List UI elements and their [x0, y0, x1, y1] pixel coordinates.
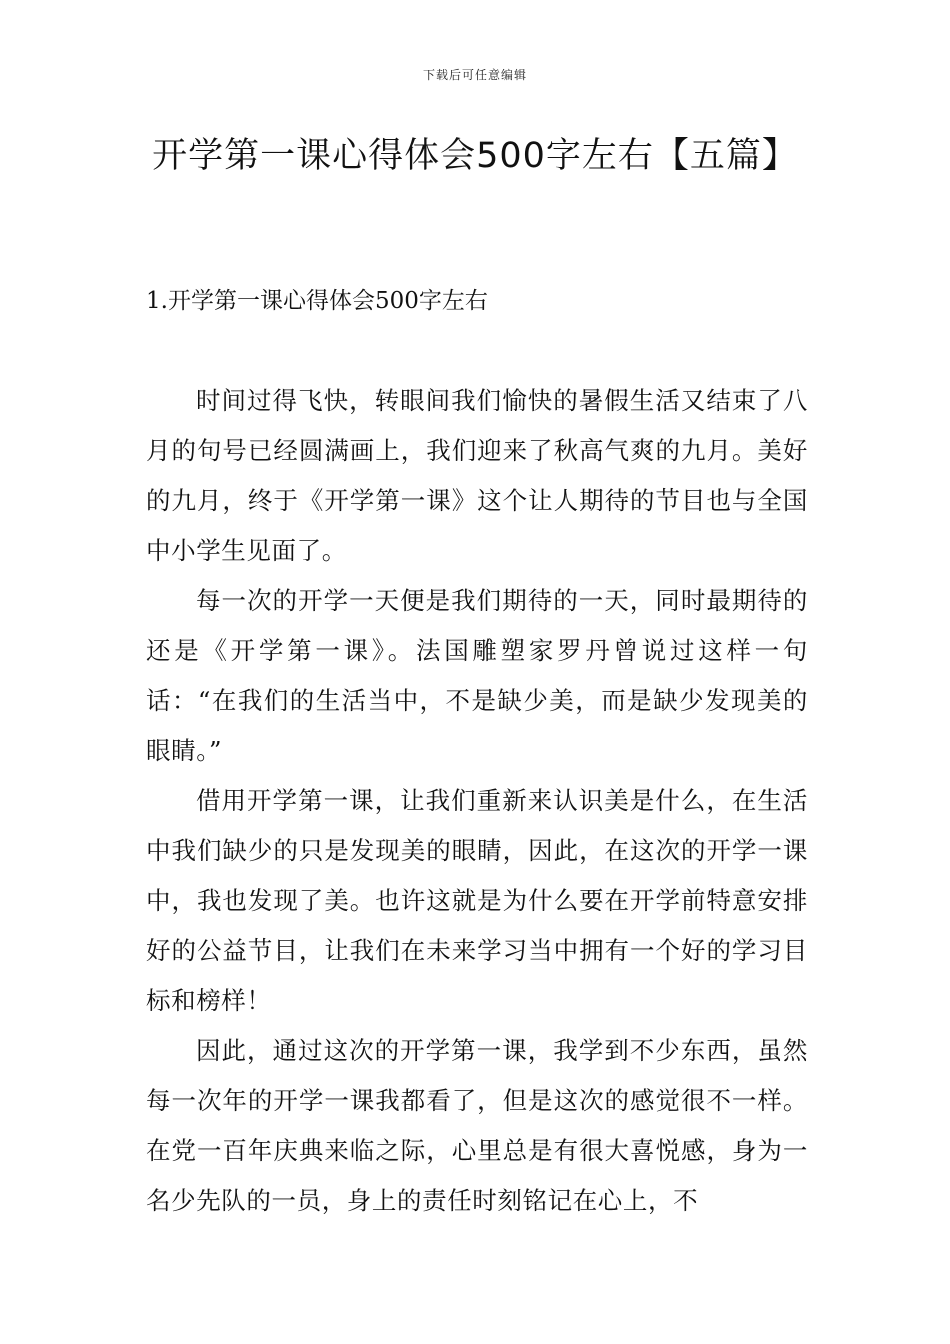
body-text [146, 376, 808, 1226]
paragraph: 因此，通过这次的开学第一课，我学到不少东西，虽然每一次年的开学一课我都看了，但是这次的感觉很不一样。在党一百年庆典来临之际，心里总是有很大喜悦感，身为一名少先队的一员，身上的责任时刻铭记在心上，不 [146, 1036, 808, 1215]
section-heading: 1.开学第一课心得体会500字左右 [146, 288, 488, 314]
paragraph: 每一次的开学一天便是我们期待的一天，同时最期待的还是《开学第一课》。法国雕塑家罗丹曾说过这样一句话：“在我们的生活当中，不是缺少美，而是缺少发现美的眼睛。” [146, 586, 808, 765]
header-note: 下载后可任意编辑 [422, 68, 527, 82]
document-title: 开学第一课心得体会500字左右【五篇】 [152, 136, 798, 176]
paragraph: 时间过得飞快，转眼间我们愉快的暑假生活又结束了八月的句号已经圆满画上，我们迎来了秋高气爽的九月。美好的九月，终于《开学第一课》这个让人期待的节目也与全国中小学生见面了。 [146, 386, 808, 565]
paragraph: 借用开学第一课，让我们重新来认识美是什么，在生活中我们缺少的只是发现美的眼睛，因此，在这次的开学一课中，我也发现了美。也许这就是为什么要在开学前特意安排好的公益节目，让我们在未来学习当中拥有一个好的学习目标和榜样！ [146, 786, 808, 1015]
